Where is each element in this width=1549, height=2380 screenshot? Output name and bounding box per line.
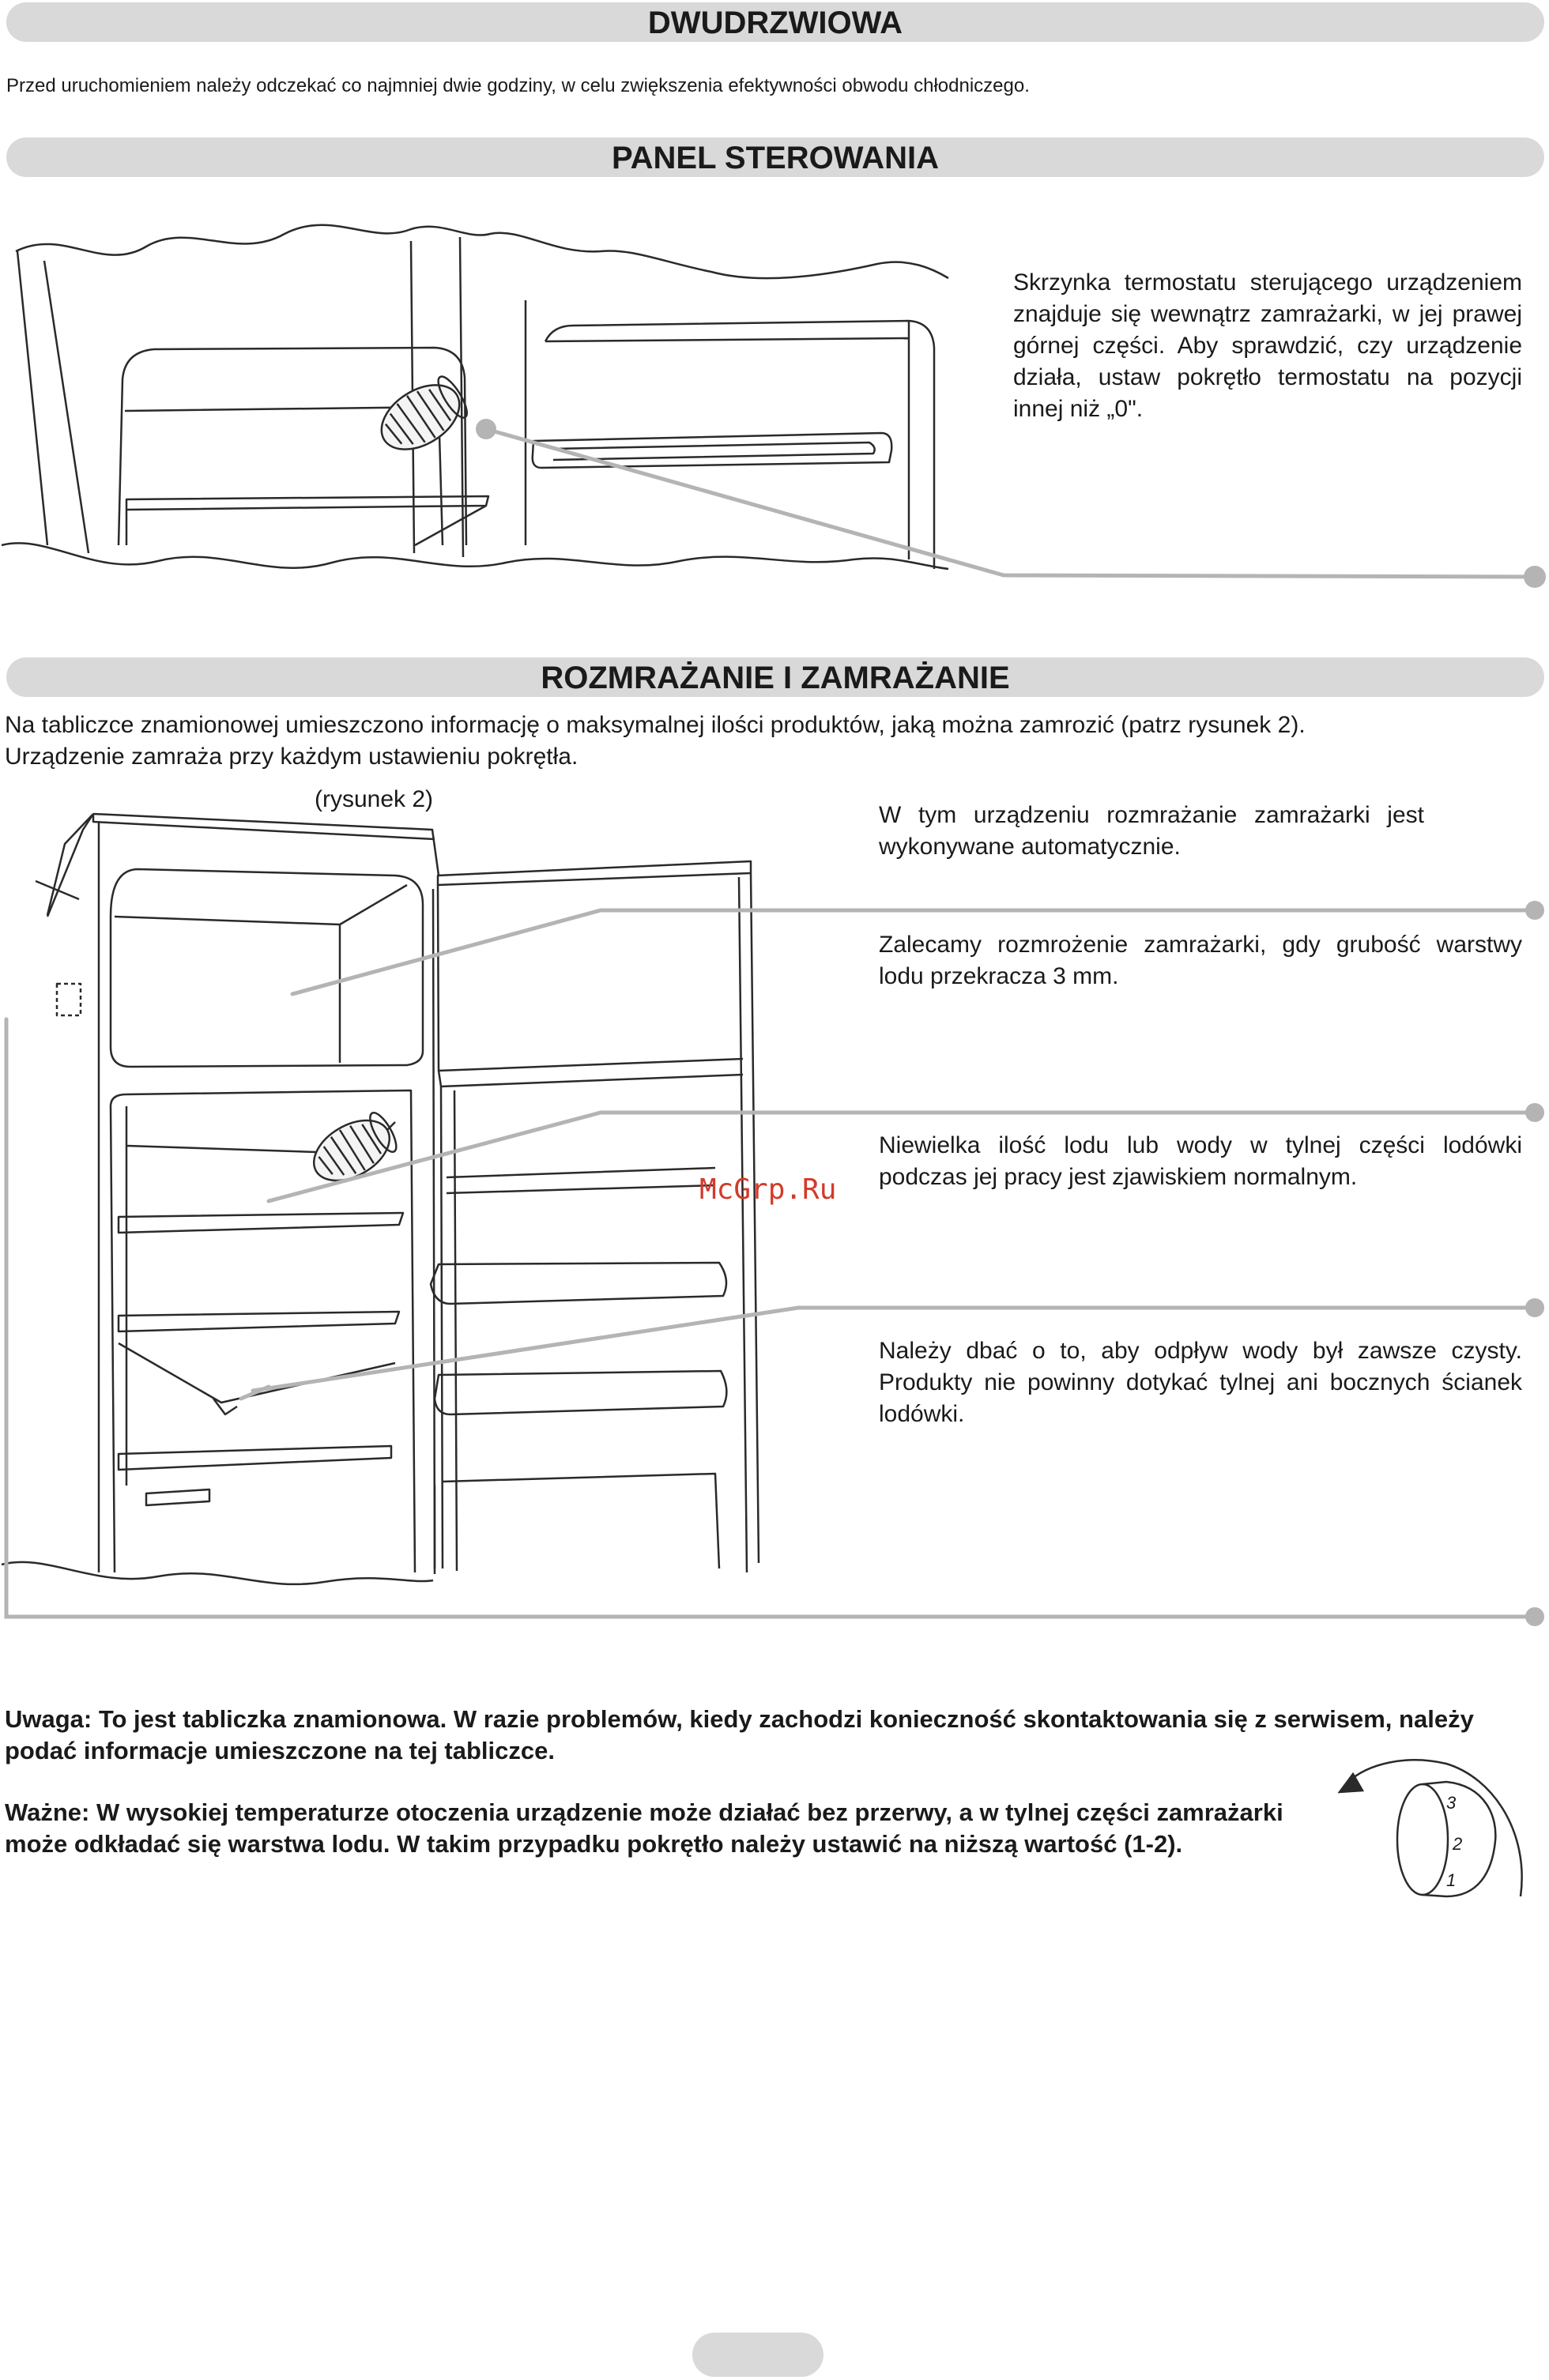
- panel-description: Skrzynka termostatu sterującego urządzeniem znajduje się wewnątrz zamrażarki, w jej prawej górnej części. Aby sprawdzić, czy urządzenie działa, ustaw pokrętło termostatu na pozycji innej niż „0".: [1013, 269, 1522, 422]
- important-high-temperature: Ważne: W wysokiej temperaturze otoczenia urządzenie może działać bez przerwy, a w tylnej części zamrażarki może odkładać się warstwa lodu. W takim przypadku pokrętło należy ustawić na niższą wartość (1-2).: [5, 1798, 1283, 1858]
- note-auto-defrost: W tym urządzeniu rozmrażanie zamrażarki jest wykonywane automatycznie.: [879, 802, 1424, 860]
- dial-label-2: 2: [1453, 1834, 1463, 1854]
- section-title-dwudrzwiowa: DWUDRZWIOWA: [6, 2, 1544, 42]
- leader-line-frame: [6, 1019, 1535, 1617]
- freezer-compartment-illustration: [2, 225, 948, 569]
- note-defrost-3mm: Zalecamy rozmrożenie zamrażarki, gdy grubość warstwy lodu przekracza 3 mm.: [879, 932, 1522, 989]
- defrost-intro-line1: Na tabliczce znamionowej umieszczono informację o maksymalnej ilości produktów, jaką można zamrozić (patrz rysunek 2).: [5, 712, 1306, 738]
- note-drain-clean: Należy dbać o to, aby odpływ wody był zawsze czysty. Produkty nie powinny dotykać tylnej ani bocznych ścianek lodówki.: [879, 1338, 1522, 1427]
- note-ice-normal: Niewielka ilość lodu lub wody w tylnej części lodówki podczas jej pracy jest zjawiskiem normalnym.: [879, 1132, 1522, 1190]
- page-number-badge: [692, 2333, 823, 2377]
- fridge-illustration: [2, 814, 759, 1584]
- leader-line-panel: [486, 429, 1533, 577]
- dial-label-1: 1: [1446, 1870, 1457, 1890]
- intro-text: Przed uruchomieniem należy odczekać co najmniej dwie godziny, w celu zwiększenia efektywności obwodu chłodniczego.: [6, 75, 1030, 96]
- defrost-intro-line2: Urządzenie zamraża przy każdym ustawieniu pokrętła.: [5, 744, 579, 770]
- section-title-panel: PANEL STEROWANIA: [6, 137, 1544, 177]
- note-rating-plate: Uwaga: To jest tabliczka znamionowa. W razie problemów, kiedy zachodzi konieczność skontaktowania się z serwisem, należy podać informacje umieszczone na tej tabliczce.: [5, 1705, 1474, 1764]
- dial-illustration: [1340, 1760, 1522, 1896]
- figure-caption: (rysunek 2): [315, 786, 434, 812]
- watermark: McGrp.Ru: [699, 1173, 837, 1206]
- section-title-defrost: ROZMRAŻANIE I ZAMRAŻANIE: [6, 657, 1544, 697]
- dial-label-3: 3: [1446, 1793, 1457, 1813]
